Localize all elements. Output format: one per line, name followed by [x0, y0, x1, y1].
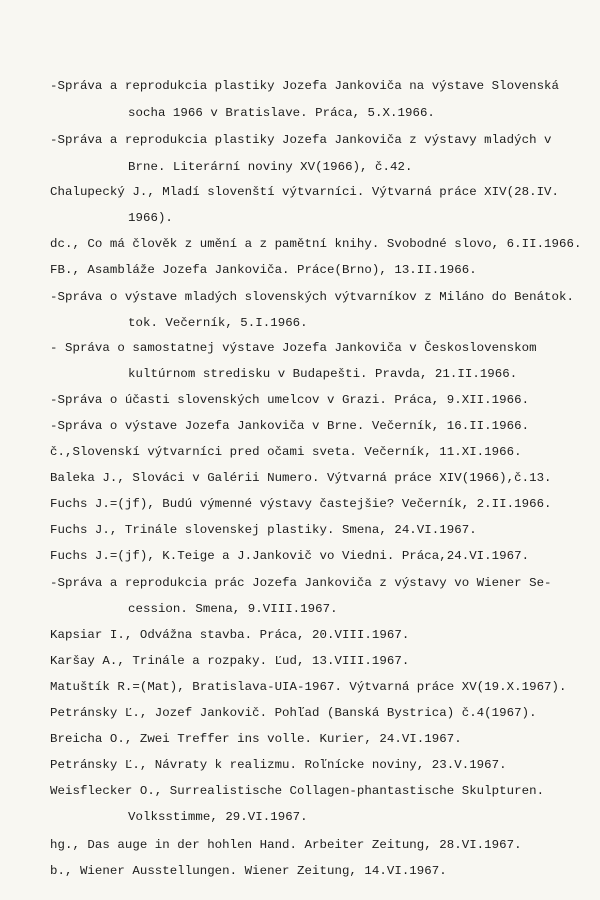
- bibliography-line: FB., Asambláže Jozefa Jankoviča. Práce(Brno), 13.II.1966.: [50, 263, 477, 277]
- bibliography-line: Weisflecker O., Surrealistische Collagen-phantastische Skulpturen.: [50, 784, 545, 798]
- bibliography-line: b., Wiener Ausstellungen. Wiener Zeitung, 14.VI.1967.: [50, 864, 447, 878]
- bibliography-line-continued: 1966).: [128, 211, 173, 225]
- bibliography-line: Breicha O., Zwei Treffer ins volle. Kurier, 24.VI.1967.: [50, 732, 462, 746]
- bibliography-line: - Správa o samostatnej výstave Jozefa Jankoviča v Československom: [50, 341, 537, 355]
- bibliography-line-continued: tok. Večerník, 5.I.1966.: [128, 316, 308, 330]
- bibliography-line: Petránsky Ľ., Návraty k realizmu. Roľnícke noviny, 23.V.1967.: [50, 758, 507, 772]
- bibliography-line: -Správa o výstave mladých slovenských výtvarníkov z Miláno do Benátok.: [50, 290, 574, 304]
- bibliography-line-continued: Brne. Literární noviny XV(1966), č.42.: [128, 160, 413, 174]
- bibliography-line-continued: kultúrnom stredisku v Budapešti. Pravda, 21.II.1966.: [128, 367, 518, 381]
- bibliography-line: Baleka J., Slováci v Galérii Numero. Výtvarná práce XIV(1966),č.13.: [50, 471, 552, 485]
- bibliography-line: Fuchs J.=(jf), Budú výmenné výstavy častejšie? Večerník, 2.II.1966.: [50, 497, 552, 511]
- bibliography-line: Fuchs J., Trinále slovenskej plastiky. Smena, 24.VI.1967.: [50, 523, 477, 537]
- bibliography-line: Chalupecký J., Mladí slovenští výtvarníci. Výtvarná práce XIV(28.IV.: [50, 185, 560, 199]
- bibliography-line: Fuchs J.=(jf), K.Teige a J.Jankovič vo Viedni. Práca,24.VI.1967.: [50, 549, 530, 563]
- bibliography-line: Matuštík R.=(Mat), Bratislava-UIA-1967. Výtvarná práce XV(19.X.1967).: [50, 680, 567, 694]
- bibliography-line: -Správa a reprodukcia plastiky Jozefa Jankoviča na výstave Slovenská: [50, 79, 560, 93]
- bibliography-line: Kapsiar I., Odvážna stavba. Práca, 20.VIII.1967.: [50, 628, 410, 642]
- bibliography-line: -Správa a reprodukcia prác Jozefa Jankoviča z výstavy vo Wiener Se-: [50, 576, 552, 590]
- bibliography-line: hg., Das auge in der hohlen Hand. Arbeiter Zeitung, 28.VI.1967.: [50, 838, 522, 852]
- bibliography-line: Petránsky Ľ., Jozef Jankovič. Pohľad (Banská Bystrica) č.4(1967).: [50, 706, 537, 720]
- bibliography-line: -Správa o účasti slovenských umelcov v Grazi. Práca, 9.XII.1966.: [50, 393, 530, 407]
- bibliography-line: -Správa o výstave Jozefa Jankoviča v Brne. Večerník, 16.II.1966.: [50, 419, 530, 433]
- bibliography-line-continued: cession. Smena, 9.VIII.1967.: [128, 602, 338, 616]
- bibliography-line: -Správa a reprodukcia plastiky Jozefa Jankoviča z výstavy mladých v: [50, 133, 552, 147]
- bibliography-line-continued: Volksstimme, 29.VI.1967.: [128, 810, 308, 824]
- bibliography-line: dc., Co má člověk z umění a z pamětní knihy. Svobodné slovo, 6.II.1966.: [50, 237, 582, 251]
- bibliography-line-continued: socha 1966 v Bratislave. Práca, 5.X.1966.: [128, 106, 435, 120]
- bibliography-line: Karšay A., Trinále a rozpaky. Ľud, 13.VIII.1967.: [50, 654, 410, 668]
- bibliography-line: č.,Slovenskí výtvarníci pred očami sveta. Večerník, 11.XI.1966.: [50, 445, 522, 459]
